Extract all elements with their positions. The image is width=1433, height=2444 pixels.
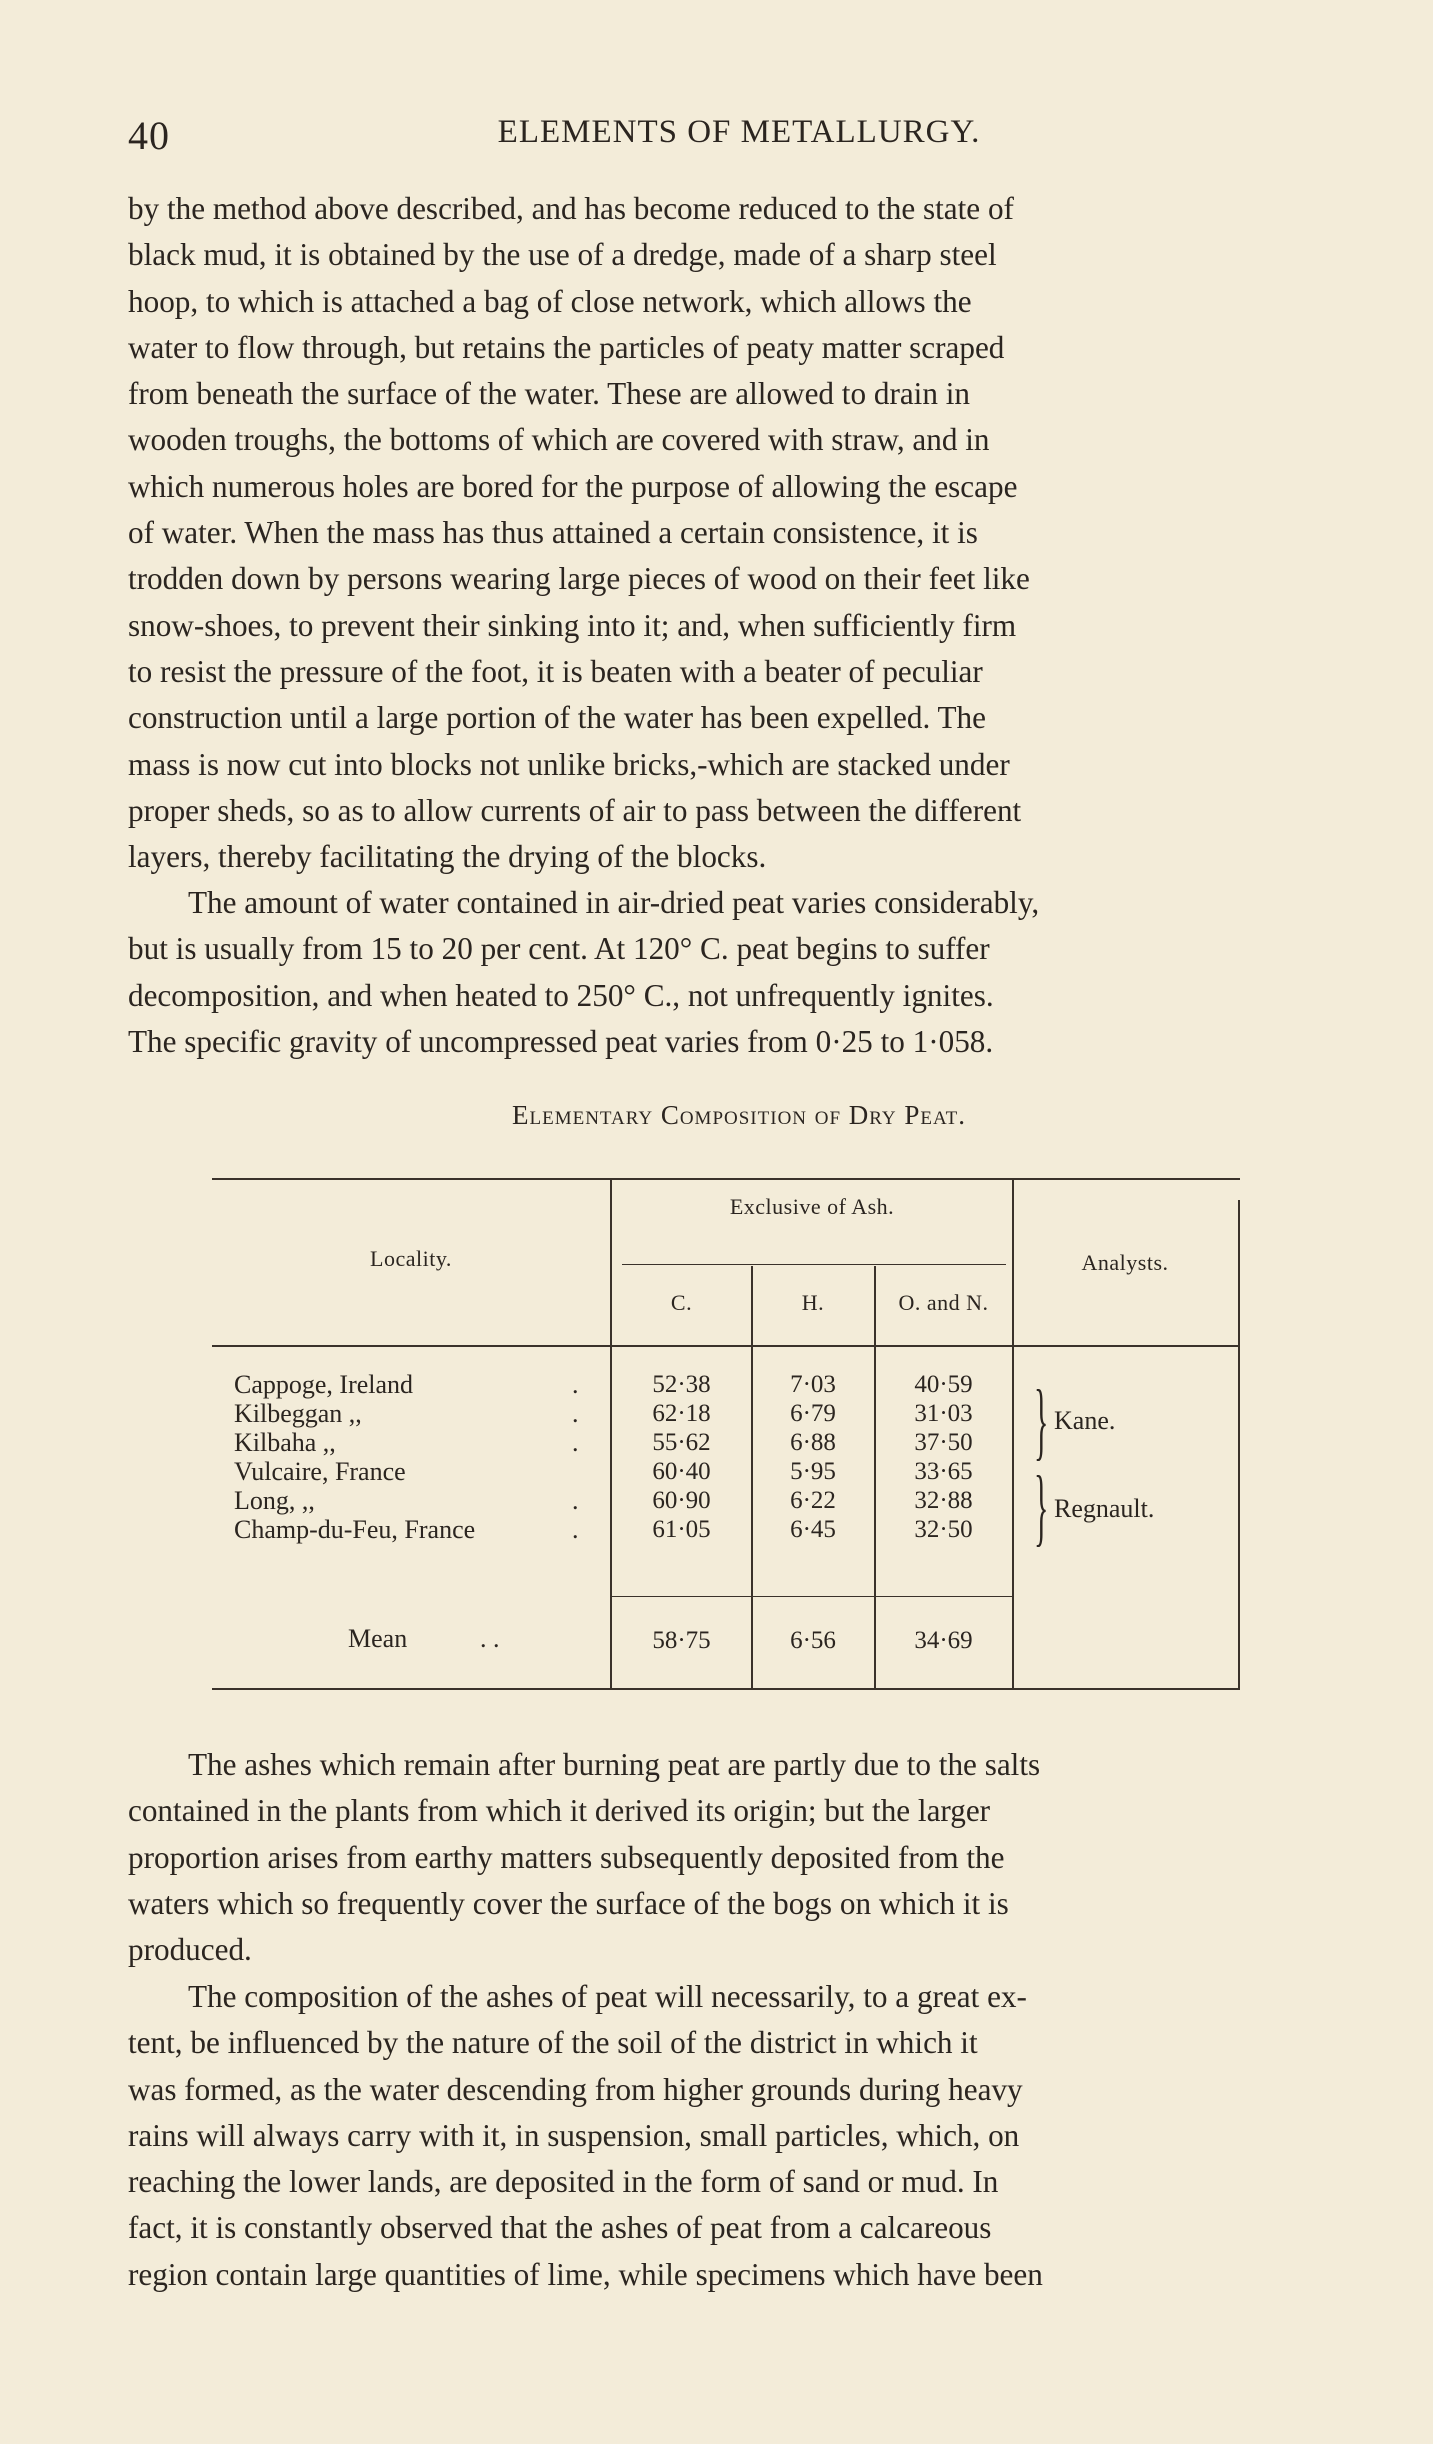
paragraph-dredging [128, 186, 1350, 880]
row-carbon: 62·18 [652, 1400, 711, 1427]
mean-hydrogen: 6·56 [790, 1627, 836, 1654]
text-line: trodden down by persons wearing large pieces of wood on their feet like [128, 561, 1030, 597]
exclusive-of-ash-header: Exclusive of Ash. [729, 1194, 895, 1219]
text-line: layers, thereby facilitating the drying of the blocks. [128, 839, 767, 875]
text-line: by the method above described, and has become reduced to the state of [128, 191, 1014, 226]
row-dots: . [572, 1428, 579, 1457]
text-line: reaching the lower lands, are deposited in the form of sand or mud. In [128, 2164, 999, 2200]
row-oxygen-nitrogen: 37·50 [914, 1429, 973, 1456]
locality-header: Locality. [370, 1246, 452, 1271]
composition-table [212, 1178, 1240, 1690]
text-line: proper sheds, so as to allow currents of air to pass between the different [128, 792, 1022, 828]
text-line: black mud, it is obtained by the use of a dredge, made of a sharp steel [128, 237, 997, 273]
hydrogen-header: H. [801, 1290, 825, 1315]
row-hydrogen: 6·45 [790, 1516, 836, 1543]
text-line: The composition of the ashes of peat will necessarily, to a great ex- [188, 1979, 1027, 2014]
text-line: The amount of water contained in air-dried peat varies considerably, [188, 885, 1040, 920]
text-line: which numerous holes are bored for the purpose of allowing the escape [128, 468, 1018, 504]
row-locality: Kilbaha ,, [234, 1428, 336, 1457]
row-oxygen-nitrogen: 32·88 [914, 1487, 973, 1514]
text-line: waters which so frequently cover the surface of the bogs on which it is [128, 1885, 1009, 1921]
text-line: hoop, to which is attached a bag of close network, which allows the [128, 283, 972, 319]
mean-label: Mean [348, 1624, 408, 1653]
running-title: ELEMENTS OF METALLURGY. [497, 114, 981, 150]
row-locality: Long, ,, [234, 1486, 315, 1515]
mean-carbon: 58·75 [652, 1627, 711, 1654]
row-carbon: 61·05 [652, 1516, 711, 1543]
text-line: mass is now cut into blocks not unlike bricks,-which are stacked under [128, 746, 1010, 782]
paragraph-ashes [128, 1742, 1350, 1973]
text-line: construction until a large portion of the water has been expelled. The [128, 700, 986, 736]
carbon-header: C. [670, 1290, 693, 1315]
page-header [128, 112, 1350, 172]
text-line: wooden troughs, the bottoms of which are covered with straw, and in [128, 422, 990, 458]
row-carbon: 60·40 [652, 1458, 711, 1485]
row-hydrogen: 6·88 [790, 1429, 836, 1456]
row-dots: . [572, 1486, 579, 1515]
row-carbon: 60·90 [652, 1487, 711, 1514]
brace-regnault: } [1034, 1460, 1049, 1556]
row-oxygen-nitrogen: 31·03 [914, 1400, 973, 1427]
text-line: was formed, as the water descending from higher grounds during heavy [128, 2071, 1023, 2107]
row-hydrogen: 5·95 [790, 1458, 836, 1485]
row-dots: . [572, 1399, 579, 1428]
text-line: proportion arises from earthy matters subsequently deposited from the [128, 1839, 1005, 1875]
analyst-kane: Kane. [1054, 1406, 1116, 1435]
row-hydrogen: 6·79 [790, 1400, 836, 1427]
paragraph-water-content [128, 880, 1350, 1065]
text-line: of water. When the mass has thus attained a certain consistence, it is [128, 515, 978, 551]
row-carbon: 52·38 [652, 1371, 711, 1398]
text-line: tent, be influenced by the nature of the soil of the district in which it [128, 2025, 978, 2061]
row-locality: Cappoge, Ireland [234, 1370, 414, 1399]
row-locality: Champ-du-Feu, France [234, 1515, 476, 1544]
oxygen-nitrogen-header: O. and N. [898, 1290, 989, 1315]
text-line: to resist the pressure of the foot, it is beaten with a beater of peculiar [128, 653, 983, 689]
row-locality: Vulcaire, France [234, 1457, 406, 1486]
text-line: region contain large quantities of lime, while specimens which have been [128, 2256, 1043, 2292]
row-carbon: 55·62 [652, 1429, 711, 1456]
row-hydrogen: 7·03 [790, 1371, 836, 1398]
text-line: snow-shoes, to prevent their sinking into it; and, when sufficiently firm [128, 607, 1017, 643]
brace-kane: } [1034, 1374, 1049, 1470]
paragraph-ash-composition [128, 1974, 1350, 2298]
analyst-regnault: Regnault. [1054, 1494, 1155, 1523]
row-oxygen-nitrogen: 32·50 [914, 1516, 973, 1543]
analysts-header: Analysts. [1081, 1250, 1169, 1275]
row-dots: . [572, 1515, 579, 1544]
text-line: The specific gravity of uncompressed peat varies from 0·25 to 1·058. [128, 1023, 994, 1059]
text-line: rains will always carry with it, in suspension, small particles, which, on [128, 2117, 1020, 2153]
page-number: 40 [128, 113, 170, 158]
text-line: decomposition, and when heated to 250° C., not unfrequently ignites. [128, 977, 994, 1013]
row-oxygen-nitrogen: 40·59 [914, 1371, 973, 1398]
text-line: from beneath the surface of the water. These are allowed to drain in [128, 376, 971, 412]
text-line: produced. [128, 1932, 252, 1968]
text-line: water to flow through, but retains the particles of peaty matter scraped [128, 329, 1005, 365]
row-hydrogen: 6·22 [790, 1487, 836, 1514]
text-line: but is usually from 15 to 20 per cent. At 120° C. peat begins to suffer [128, 931, 990, 967]
row-oxygen-nitrogen: 33·65 [914, 1458, 973, 1485]
table-caption: Elementary Composition of Dry Peat. [512, 1100, 966, 1130]
mean-oxygen-nitrogen: 34·69 [914, 1627, 973, 1654]
row-locality: Kilbeggan ,, [234, 1399, 362, 1428]
text-line: fact, it is constantly observed that the ashes of peat from a calcareous [128, 2210, 992, 2246]
text-line: contained in the plants from which it derived its origin; but the larger [128, 1793, 991, 1829]
text-line: The ashes which remain after burning peat are partly due to the salts [188, 1747, 1041, 1782]
row-dots: . [572, 1370, 579, 1399]
mean-dots: . . [480, 1624, 500, 1653]
